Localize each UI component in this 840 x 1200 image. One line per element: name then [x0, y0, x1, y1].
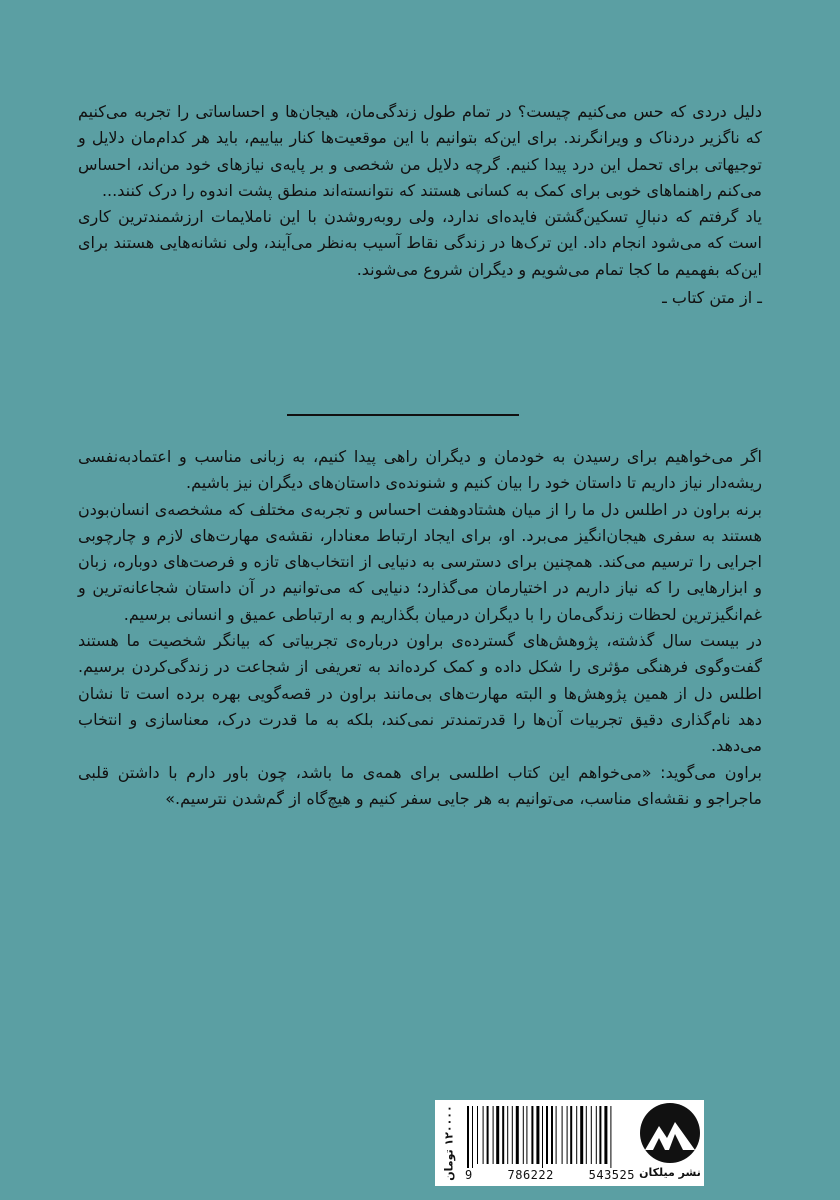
isbn-digit-group: 9 [465, 1168, 473, 1182]
barcode-bar [483, 1106, 484, 1164]
barcode-bar [580, 1106, 583, 1164]
barcode-bar [536, 1106, 539, 1164]
blurb-paragraph-4: براون می‌گوید: «می‌خواهم این کتاب اطلسی برای همه‌ی ما باشد، چون باور دارم با داشتن قلبی ماجراجو و نقشه‌ای مناسب، می‌توانیم به هر جایی سفر کنیم و هیچ‌گاه از گم‌شدن نترسیم.» [78, 762, 762, 808]
barcode-bar [570, 1106, 572, 1164]
excerpt-block [78, 99, 762, 311]
barcode-bar [477, 1106, 478, 1164]
barcode-bar [493, 1106, 494, 1164]
barcode-bar [512, 1106, 513, 1164]
publisher-logo-icon [639, 1102, 701, 1164]
barcode-bar [551, 1106, 553, 1164]
barcode-bar [526, 1106, 527, 1164]
blurb-paragraph-2: برنه براون در اطلس دل ما را از میان هشتادوهفت احساس و تجربه‌ی مختلف که مشخصه‌ی انسان‌بودن هستند به سفری هیجان‌انگیز می‌برد. او، برای ایجاد ارتباط معنادار، نقشه‌ی مهارت‌های لازم و چارچوبی اجرایی را ترسیم می‌کند. همچنین برای دسترسی به دنیایی از انتخاب‌های تازه و فرصت‌های دوباره، زبان و ابزارهایی را که نیاز داریم در اختیارمان می‌گذارد؛ دنیایی که می‌توانیم در آن داستان شجاعانه‌ترین و غم‌انگیزترین لحظات زندگی‌مان را با دیگران درمیان بگذاریم و به ارتباطی عمیق و انسانی برسیم. [78, 499, 762, 624]
barcode-bar [502, 1106, 504, 1164]
isbn-digit-group: 543525 [588, 1168, 635, 1182]
barcode-panel [435, 1100, 704, 1186]
barcode-bar [576, 1106, 577, 1164]
isbn-digits [465, 1168, 635, 1182]
barcode-bar [610, 1106, 611, 1168]
excerpt-source: ـ از متن کتاب ـ [662, 288, 762, 308]
price-strip [435, 1100, 463, 1186]
barcode-bar [542, 1106, 543, 1168]
barcode-bar [596, 1106, 597, 1164]
barcode-bar [604, 1106, 607, 1164]
barcode-bar [472, 1106, 473, 1168]
isbn-digit-group: 786222 [507, 1168, 554, 1182]
barcode-bar [496, 1106, 499, 1164]
barcode-bar [516, 1106, 519, 1164]
barcode-bar [599, 1106, 601, 1164]
barcode-bar [507, 1106, 508, 1164]
blurb-block [78, 444, 762, 812]
barcode-bar [567, 1106, 568, 1164]
isbn-barcode [465, 1106, 633, 1168]
barcode-bar [546, 1106, 548, 1164]
excerpt-paragraph-1: دلیل دردی که حس می‌کنیم چیست؟ در تمام طول زندگی‌مان، هیجان‌ها و احساساتی را تجربه می‌کنیم که ناگزیر دردناک و ویرانگرند. برای این‌که بتوانیم با این موقعیت‌ها کنار بیاییم، باید هر کدام‌مان دلایل و توجیهاتی برای تحمل این درد پیدا کنیم. گرچه دلایل من شخصی و بر پایه‌ی نیازهای خود من‌اند، احساس می‌کنم راهنماهای خوبی برای کمک به کسانی هستند که نتوانسته‌اند منطق پشت اندوه را درک کنند... [78, 102, 762, 200]
blurb-paragraph-1: اگر می‌خواهیم برای رسیدن به خودمان و دیگران راهی پیدا کنیم، به زبانی مناسب و اعتمادبه‌نفسی ریشه‌دار نیاز داریم تا داستان خود را بیان کنیم و شنونده‌ی داستان‌های دیگران نیز باشیم. [78, 447, 762, 493]
publisher-name: نشر میلکان [639, 1166, 701, 1179]
divider [287, 414, 519, 416]
blurb-paragraph-3: در بیست سال گذشته، پژوهش‌های گسترده‌ی براون درباره‌ی تجربیاتی که بیانگر شخصیت ما هستند گفت‌وگوی فرهنگی مؤثری را شکل داده و کمک کرده‌اند به تعریفی از شجاعت در زندگی‌کردن برسیم. اطلس دل از همین پژوهش‌ها و البته مهارت‌های بی‌مانند براون در قصه‌گویی بهره برده است تا نشان دهد نام‌گذاری دقیق تجربیات آن‌ها را قدرتمندتر نمی‌کند، بلکه به ما قدرت درک، معناسازی و انتخاب می‌دهد. [78, 631, 762, 756]
barcode-bar [487, 1106, 489, 1164]
excerpt-paragraph-2: یاد گرفتم که دنبالِ تسکین‌گشتن فایده‌ای ندارد، ولی روبه‌روشدن با این ناملایمات ارزشمندترین کاری است که می‌شود انجام داد. این ترک‌ها در زندگی نقاط آسیب به‌نظر می‌آیند، ولی نشانه‌هایی هستند برای این‌که بفهمیم ما کجا تمام می‌شویم و دیگران شروع می‌شوند. [78, 207, 762, 279]
barcode-bar [467, 1106, 469, 1168]
barcode-bar [531, 1106, 533, 1164]
barcode-bar [586, 1106, 587, 1164]
barcode-bar [562, 1106, 563, 1164]
barcode-bar [591, 1106, 592, 1164]
barcode-bar [523, 1106, 524, 1164]
price-label: ۱۲۰۰۰۰ تومان [442, 1105, 456, 1181]
barcode-bar [556, 1106, 557, 1164]
